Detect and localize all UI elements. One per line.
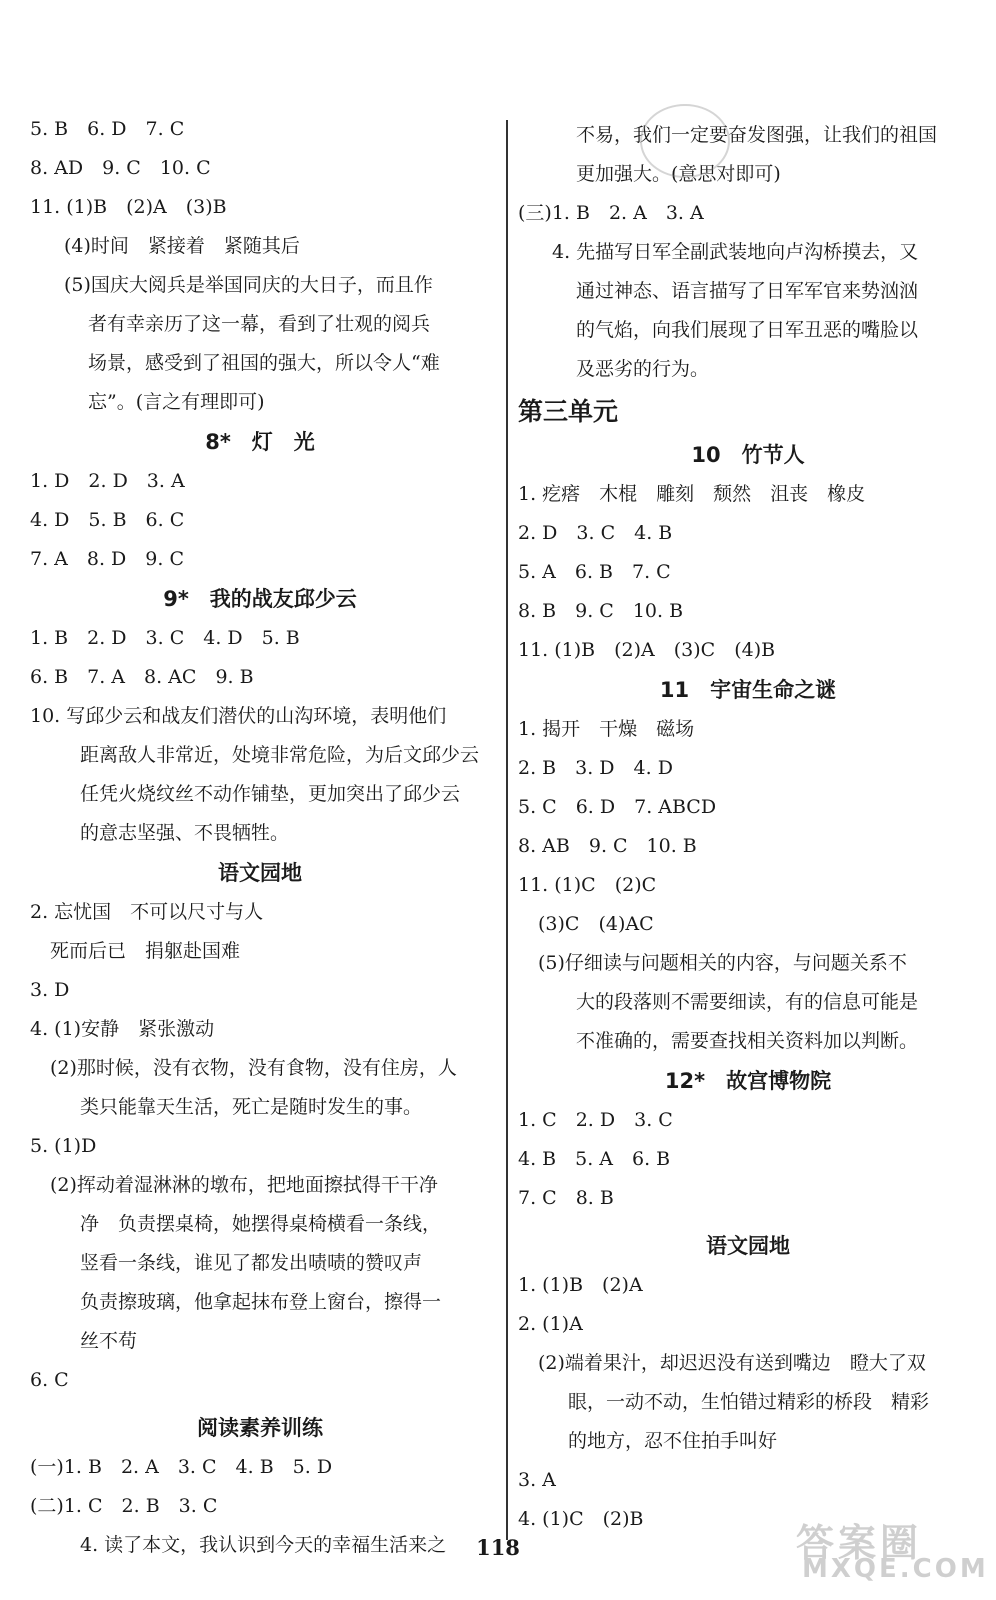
answer-line: 任凭火烧纹丝不动作铺垫，更加突出了邱少云 [80, 783, 461, 805]
answer-line: 7. A 8. D 9. C [30, 548, 184, 570]
section-title: 阅读素养训练 [197, 1416, 323, 1440]
answer-line: 距离敌人非常近，处境非常危险，为后文邱少云 [80, 744, 480, 766]
answer-line: 8. B 9. C 10. B [518, 600, 684, 622]
answer-line: 2. D 3. C 4. B [518, 522, 673, 544]
section-title: 12* 故宫博物院 [664, 1069, 832, 1093]
answer-line: 4. B 5. A 6. B [518, 1148, 671, 1170]
answer-line: (3)C (4)AC [538, 913, 654, 935]
answer-line: (2)那时候，没有衣物，没有食物，没有住房，人 [50, 1057, 457, 1079]
faint-stamp [640, 104, 730, 178]
answer-line: 1. C 2. D 3. C [518, 1109, 673, 1131]
answer-line: 5. C 6. D 7. ABCD [518, 796, 717, 818]
right-column [518, 116, 978, 1539]
unit-heading: 第三单元 [518, 397, 619, 426]
answer-line: 负责擦玻璃，他拿起抹布登上窗台，擦得一 [80, 1291, 442, 1313]
answer-line: 类只能靠天生活，死亡是随时发生的事。 [80, 1096, 423, 1118]
answer-line: 竖看一条线，谁见了都发出啧啧的赞叹声 [80, 1252, 423, 1274]
answer-line: 7. C 8. B [518, 1187, 614, 1209]
answer-line: 11. (1)B (2)A (3)C (4)B [518, 639, 776, 661]
section-title: 语文园地 [706, 1234, 790, 1258]
answer-line: 1. 揭开 干燥 磁场 [518, 718, 695, 740]
answer-line: 及恶劣的行为。 [576, 358, 710, 380]
section-title: 10 竹节人 [691, 443, 805, 467]
answer-line: (二)1. C 2. B 3. C [30, 1495, 218, 1517]
answer-line: 眼，一动不动，生怕错过精彩的桥段 精彩 [568, 1391, 930, 1413]
answer-line: (2)端着果汁，却迟迟没有送到嘴边 瞪大了双 [538, 1352, 926, 1374]
spacer [30, 1400, 490, 1408]
section-title: 8* 灯 光 [205, 430, 315, 454]
page-number: 118 [476, 1535, 520, 1560]
section-title: 语文园地 [218, 861, 302, 885]
answer-line: 3. D [30, 979, 70, 1001]
answer-line: 3. A [518, 1469, 556, 1491]
answer-line: 净 负责摆桌椅，她摆得桌椅横看一条线， [80, 1213, 442, 1235]
answer-line: 的意志坚强、不畏牺牲。 [80, 822, 290, 844]
answer-line: 5. B 6. D 7. C [30, 118, 185, 140]
answer-line: 4. D 5. B 6. C [30, 509, 185, 531]
answer-line: 5. A 6. B 7. C [518, 561, 671, 583]
answer-line: (4)时间 紧接着 紧随其后 [64, 235, 300, 257]
answer-line: 的气焰，向我们展现了日军丑恶的嘴脸以 [576, 319, 919, 341]
answer-line: 不准确的，需要查找相关资料加以判断。 [576, 1030, 919, 1052]
left-column [30, 110, 490, 1565]
answer-line: 场景，感受到了祖国的强大，所以令人“难 [88, 352, 440, 374]
answer-line: 更加强大。(意思对即可) [576, 163, 781, 185]
watermark-logo: 答案圈 MXQE.COM [796, 1521, 989, 1584]
answer-line: 1. 疙瘩 木棍 雕刻 颓然 沮丧 橡皮 [518, 483, 866, 505]
answer-line: 8. AD 9. C 10. C [30, 157, 211, 179]
answer-line: 4. 读了本文，我认识到今天的幸福生活来之 [80, 1534, 447, 1556]
answer-line: 8. AB 9. C 10. B [518, 835, 697, 857]
answer-line: 4. 先描写日军全副武装地向卢沟桥摸去，又 [552, 241, 919, 263]
column-divider [506, 120, 508, 1540]
answer-line: (一)1. B 2. A 3. C 4. B 5. D [30, 1456, 333, 1478]
answer-line: 4. (1)C (2)B [518, 1508, 644, 1530]
answer-line: 4. (1)安静 紧张激动 [30, 1018, 215, 1040]
answer-line: 2. 忘忧国 不可以尺寸与人 [30, 901, 264, 923]
answer-line: 大的段落则不需要细读，有的信息可能是 [576, 991, 919, 1013]
section-title: 9* 我的战友邱少云 [163, 587, 357, 611]
answer-line: 丝不苟 [80, 1330, 138, 1352]
answer-line: 1. (1)B (2)A [518, 1274, 643, 1296]
answer-line: 10. 写邱少云和战友们潜伏的山沟环境，表明他们 [30, 705, 447, 727]
spacer [518, 1218, 978, 1226]
section-title: 11 宇宙生命之谜 [659, 678, 837, 702]
answer-line: (2)挥动着湿淋淋的墩布，把地面擦拭得干干净 [50, 1174, 438, 1196]
answer-line: 1. D 2. D 3. A [30, 470, 185, 492]
answer-line: 者有幸亲历了这一幕，看到了壮观的阅兵 [88, 313, 431, 335]
answer-line: 通过神态、语言描写了日军军官来势汹汹 [576, 280, 919, 302]
answer-line: 的地方，忍不住拍手叫好 [568, 1430, 778, 1452]
answer-line: 忘”。(言之有理即可) [88, 391, 265, 413]
answer-line: 2. B 3. D 4. D [518, 757, 673, 779]
answer-line: (三)1. B 2. A 3. A [518, 202, 704, 224]
answer-line: 11. (1)C (2)C [518, 874, 657, 896]
answer-line: 不易，我们一定要奋发图强，让我们的祖国 [576, 124, 938, 146]
answer-line: (5)国庆大阅兵是举国同庆的大日子，而且作 [64, 274, 433, 296]
answer-line: (5)仔细读与问题相关的内容，与问题关系不 [538, 952, 907, 974]
answer-line: 6. B 7. A 8. AC 9. B [30, 666, 254, 688]
answer-line: 6. C [30, 1369, 69, 1391]
answer-line: 5. (1)D [30, 1135, 97, 1157]
answer-line: 2. (1)A [518, 1313, 583, 1335]
answer-line: 11. (1)B (2)A (3)B [30, 196, 227, 218]
answer-line: 死而后已 捐躯赴国难 [50, 940, 241, 962]
answer-line: 1. B 2. D 3. C 4. D 5. B [30, 627, 300, 649]
